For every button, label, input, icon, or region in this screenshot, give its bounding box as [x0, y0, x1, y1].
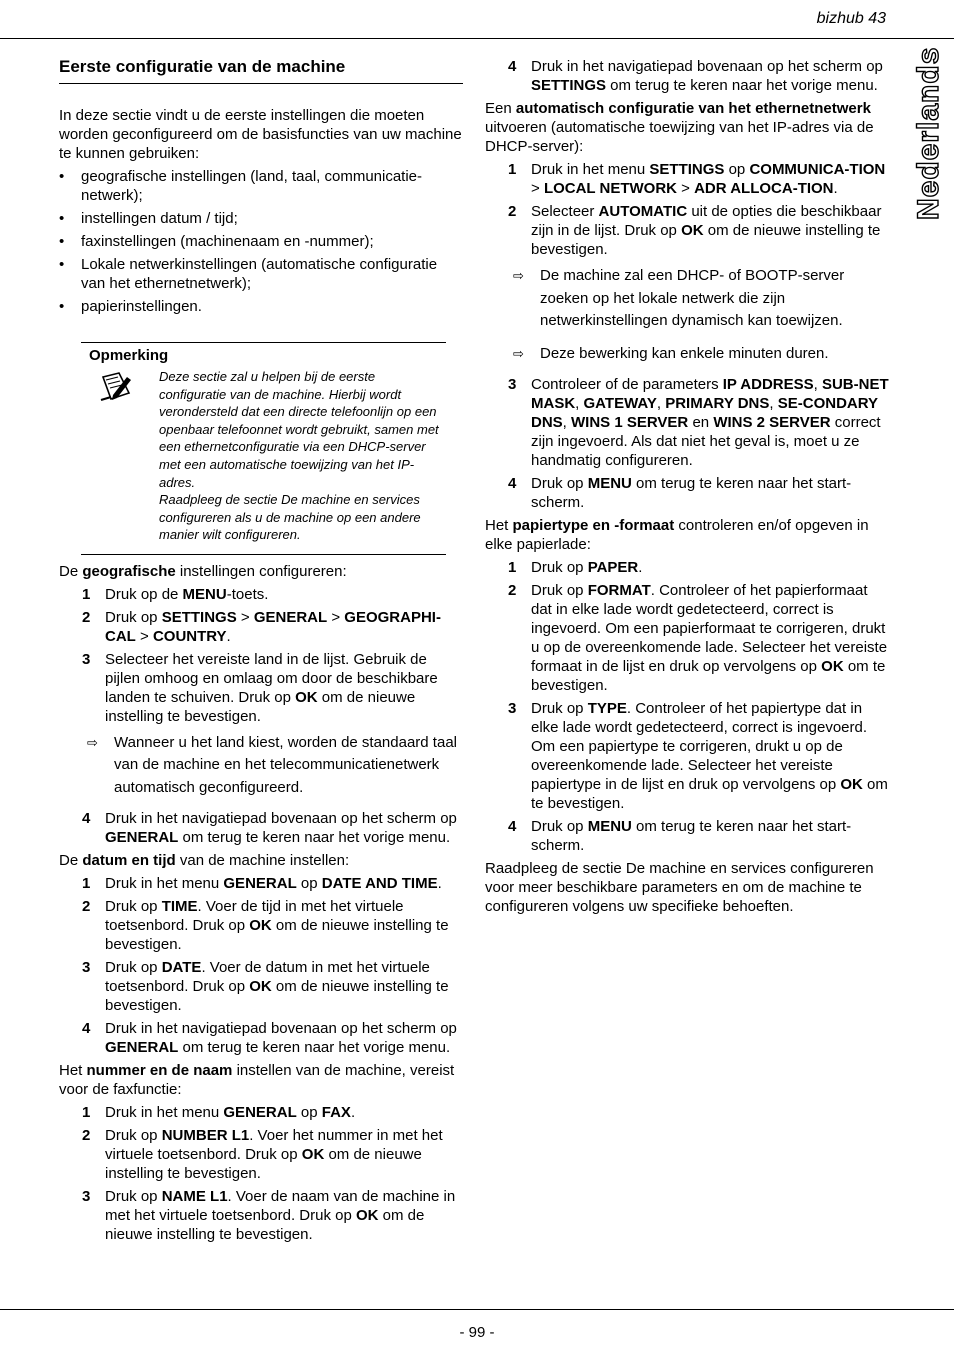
arrow-icon: ⇨ [513, 345, 524, 361]
fax-steps-cont [485, 57, 890, 95]
fax-steps [59, 1103, 463, 1244]
step-item: 3 Selecteer het vereiste land in de lijst. Gebruik de pijlen omhoog en omlaag om door de beschikbare landen te schuiven. Druk op OK om de nieuwe instelling te bevestigen. [82, 650, 438, 725]
step-item: 1 Druk in het menu GENERAL op DATE AND TIME. [82, 875, 442, 893]
step-item: 3 Druk op DATE. Voer de datum in met het virtuele toetsenbord. Druk op OK om de nieuwe instelling te bevestigen. [82, 959, 449, 1015]
bullet-item: • faxinstellingen (machinenaam en -nummer); [59, 232, 463, 251]
left-column [59, 56, 463, 1248]
note-title: Opmerking [89, 347, 169, 364]
page-number: - 99 - [459, 1324, 495, 1341]
result-note: ⇨ Deze bewerking kan enkele minuten duren. [485, 343, 890, 366]
result-note: ⇨ De machine zal een DHCP- of BOOTP-server zoeken op het lokale netwerk die zijn netwerkinstellingen dynamisch kan toewijzen. [513, 267, 845, 329]
step-item: 2 Druk op SETTINGS > GENERAL > GEOGRAPHI-CAL > COUNTRY. [82, 608, 441, 645]
header-rule [0, 38, 954, 39]
step-item: 4 Druk op MENU om terug te keren naar het start-scherm. [508, 475, 852, 511]
result-note: ⇨ Wanneer u het land kiest, worden de standaard taal van de machine en het telecommunicatienetwerk automatisch geconfigureerd. [87, 733, 457, 796]
side-language-tab: Nederlands [912, 46, 945, 220]
note-box [81, 342, 446, 555]
pencil-note-icon [81, 368, 159, 544]
arrow-icon: ⇨ [87, 734, 98, 750]
bullet-item: • geografische instellingen (land, taal, communicatie-netwerk); [59, 167, 463, 205]
step-item: 4 Druk in het navigatiepad bovenaan op het scherm op GENERAL om terug te keren naar het vorige menu. [82, 810, 457, 847]
step-item: 2 Selecteer AUTOMATIC uit de opties die beschikbaar zijn in de lijst. Druk op OK om de nieuwe instelling te bevestigen. [508, 203, 882, 258]
fax-lead: Het nummer en de naam instellen van de machine, vereist voor de faxfunctie: [59, 1062, 455, 1099]
step-item: 1 Druk in het menu GENERAL op FAX. [82, 1104, 356, 1122]
bullet-item: • Lokale netwerkinstellingen (automatische configuratie van het ethernetnetwerk); [59, 255, 463, 293]
geo-steps [59, 585, 463, 726]
step-item: 1 Druk op de MENU-toets. [82, 585, 269, 603]
step-item: 3 Druk op NAME L1. Voer de naam van de machine in met het virtuele toetsenbord. Druk op OK om de nieuwe instelling te bevestigen. [82, 1188, 456, 1244]
intro-paragraph: In deze sectie vindt u de eerste instellingen die moeten worden geconfigureerd om de basisfuncties van uw machine te kunnen gebruiken: [59, 107, 462, 162]
note-text: Deze sectie zal u helpen bij de eerste configuratie van de machine. Hierbij wordt verondersteld dat een directe telefoonlijn op een openbaar telefoonnet wordt gebruikt, samen met een ethernetconfiguratie via een DHCP-server met een automatische toewijzing van het IP-adres. [159, 369, 439, 490]
bullet-item: • instellingen datum / tijd; [59, 209, 463, 228]
network-lead: Een automatisch configuratie van het ethernetnetwerk uitvoeren (automatische toewijzing van het IP-adres via de DHCP-server): [485, 100, 874, 155]
section-heading: Eerste configuratie van de machine [59, 56, 463, 84]
footer-rule [0, 1309, 954, 1310]
bullet-item: • papierinstellingen. [59, 297, 463, 316]
geo-steps-cont [59, 809, 463, 847]
step-item: 3 Controleer of de parameters IP ADDRESS, SUB-NET MASK, GATEWAY, PRIMARY DNS, SE-CONDARY DNS, WINS 1 SERVER en WINS 2 SERVER correct zijn ingevoerd. Als dat niet het geval is, moet u ze handmatig configureren. [508, 376, 889, 469]
step-item: 3 Druk op TYPE. Controleer of het papiertype dat in elke lade wordt gedetecteerd, correct is ingevoerd. Om een papiertype te corrigeren, drukt u op de overeenkomende lade. Selecteer het vereiste papiertype in de lijst en druk op vervolgens op OK om te bevestigen. [508, 700, 888, 812]
closing-paragraph: Raadpleeg de sectie De machine en services configureren voor meer beschikbare parameters en om de machine te configureren volgens uw specifieke behoeften. [485, 860, 874, 915]
geo-lead: De geografische instellingen configureren: [59, 562, 347, 580]
header-title: bizhub 43 [816, 10, 886, 27]
network-steps-cont [485, 375, 890, 512]
date-steps [59, 874, 463, 1057]
settings-bullet-list [59, 167, 463, 316]
date-lead: De datum en tijd van de machine instellen: [59, 852, 350, 870]
step-item: 4 Druk in het navigatiepad bovenaan op het scherm op GENERAL om terug te keren naar het vorige menu. [82, 1020, 457, 1057]
paper-steps [485, 558, 890, 855]
network-steps [485, 160, 890, 259]
paper-lead: Het papiertype en -formaat controleren en/of opgeven in elke papierlade: [485, 517, 869, 553]
right-column [485, 57, 890, 916]
arrow-icon: ⇨ [513, 268, 524, 283]
step-item: 4 Druk in het navigatiepad bovenaan op het scherm op SETTINGS om terug te keren naar het vorige menu. [508, 58, 883, 94]
step-item: 4 Druk op MENU om terug te keren naar het start-scherm. [508, 818, 852, 854]
step-item: 1 Druk in het menu SETTINGS op COMMUNICA-TION > LOCAL NETWORK > ADR ALLOCA-TION. [508, 161, 886, 197]
note-text-reference: Raadpleeg de sectie De machine en services configureren als u de machine op een andere manier wilt configureren. [159, 492, 421, 543]
step-item: 2 Druk op NUMBER L1. Voer het nummer in met het virtuele toetsenbord. Druk op OK om de nieuwe instelling te bevestigen. [82, 1127, 443, 1183]
step-item: 2 Druk op FORMAT. Controleer of het papierformaat dat in elke lade wordt gedetecteerd, correct is ingevoerd. Om een papierformaat te corrigeren, drukt u op de overeenkomende lade. Selecteer het vereiste formaat in de lijst en druk op vervolgens op OK om te bevestigen. [508, 582, 888, 694]
step-item: 1 Druk op PAPER. [508, 559, 643, 576]
step-item: 2 Druk op TIME. Voer de tijd in met het virtuele toetsenbord. Druk op OK om de nieuwe instelling te bevestigen. [82, 898, 449, 954]
